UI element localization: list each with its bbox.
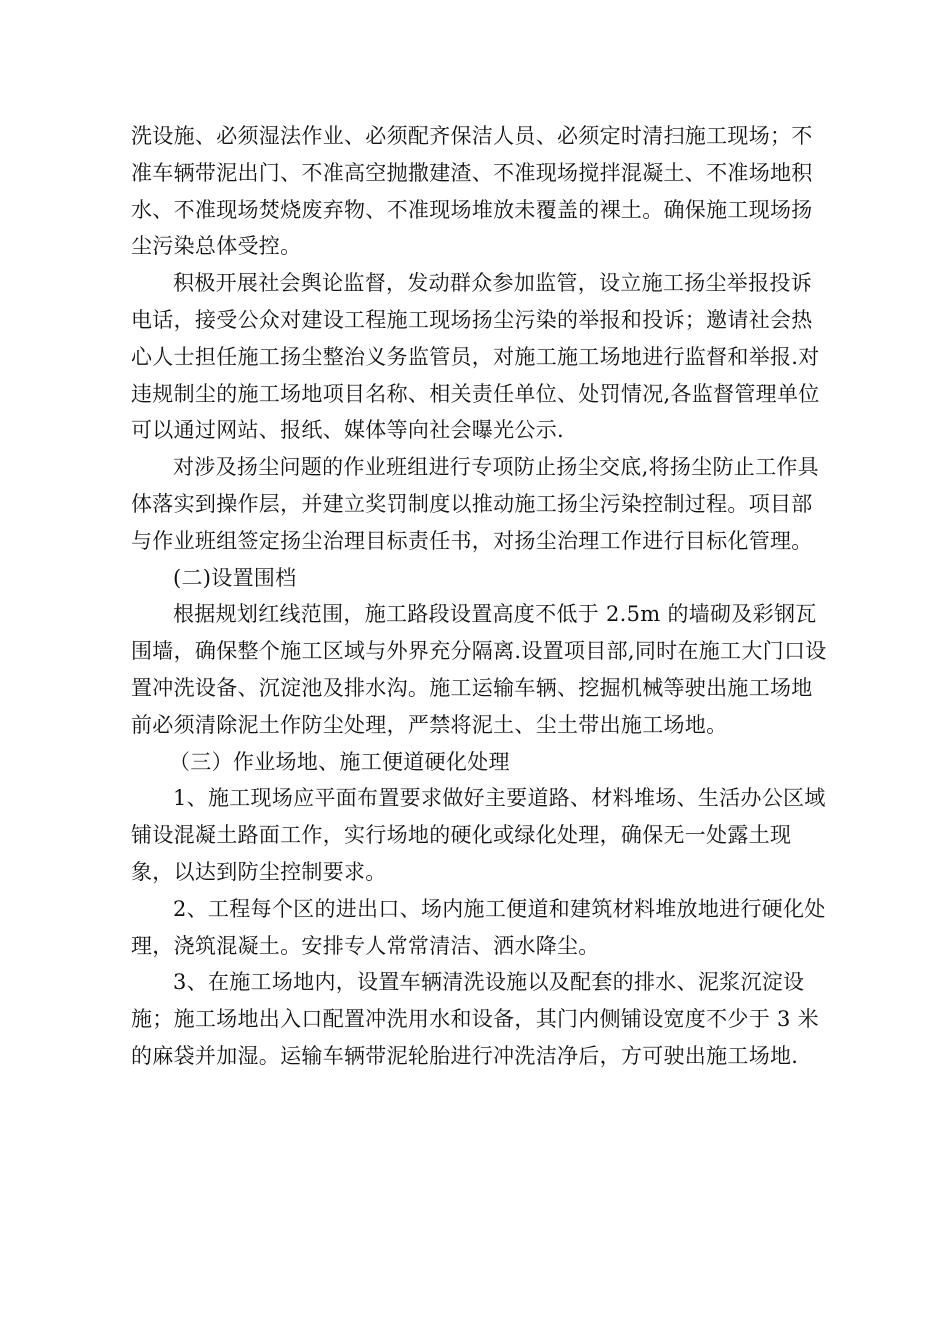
document-body	[131, 118, 831, 1075]
list-item-3: 3、在施工场地内，设置车辆清洗设施以及配套的排水、泥浆沉淀设施；施工场地出入口配置冲洗用水和设备，其门内侧铺设宽度不少于 3 米的麻袋并加湿。运输车辆带泥轮胎进行冲洗洁净后，方可驶出施工场地.	[131, 970, 819, 1068]
paragraph-enclosure: 根据规划红线范围，施工路段设置高度不低于 2.5m 的墙砌及彩钢瓦围墙，确保整个施工区域与外界充分隔离.设置项目部,同时在施工大门口设置冲洗设备、沉淀池及排水沟。施工运输车辆、挖掘机械等驶出施工场地前必须清除泥土作防尘处理，严禁将泥土、尘土带出施工场地。	[131, 602, 827, 737]
paragraph-public-supervision: 积极开展社会舆论监督，发动群众参加监管，设立施工扬尘举报投诉电话，接受公众对建设工程施工现场扬尘污染的举报和投诉；邀请社会热心人士担任施工扬尘整治义务监管员，对施工施工场地进行监督和举报.对违规制尘的施工场地项目名称、相关责任单位、处罚情况,各监督管理单位可以通过网站、报纸、媒体等向社会曝光公示.	[131, 271, 820, 443]
paragraph-continuation: 洗设施、必须湿法作业、必须配齐保洁人员、必须定时清扫施工现场；不准车辆带泥出门、不准高空抛撒建渣、不准现场搅拌混凝土、不准场地积水、不准现场焚烧废弃物、不准现场堆放未覆盖的裸土。确保施工现场扬尘污染总体受控。	[131, 124, 813, 259]
list-item-1: 1、施工现场应平面布置要求做好主要道路、材料堆场、生活办公区域铺设混凝土路面工作，实行场地的硬化或绿化处理，确保无一处露土现象，以达到防尘控制要求。	[131, 786, 826, 884]
section-heading-enclosure: (二)设置围档	[173, 565, 297, 590]
paragraph-work-team-briefing: 对涉及扬尘问题的作业班组进行专项防止扬尘交底,将扬尘防止工作具体落实到操作层，并建立奖罚制度以推动施工扬尘污染控制过程。项目部与作业班组签定扬尘治理目标责任书，对扬尘治理工作进行目标化管理。	[131, 455, 819, 553]
list-item-2: 2、工程每个区的进出口、场内施工便道和建筑材料堆放地进行硬化处理，浇筑混凝土。安排专人常常清洁、洒水降尘。	[131, 896, 826, 958]
section-heading-site-hardening: （三）作业场地、施工便道硬化处理	[169, 749, 510, 774]
